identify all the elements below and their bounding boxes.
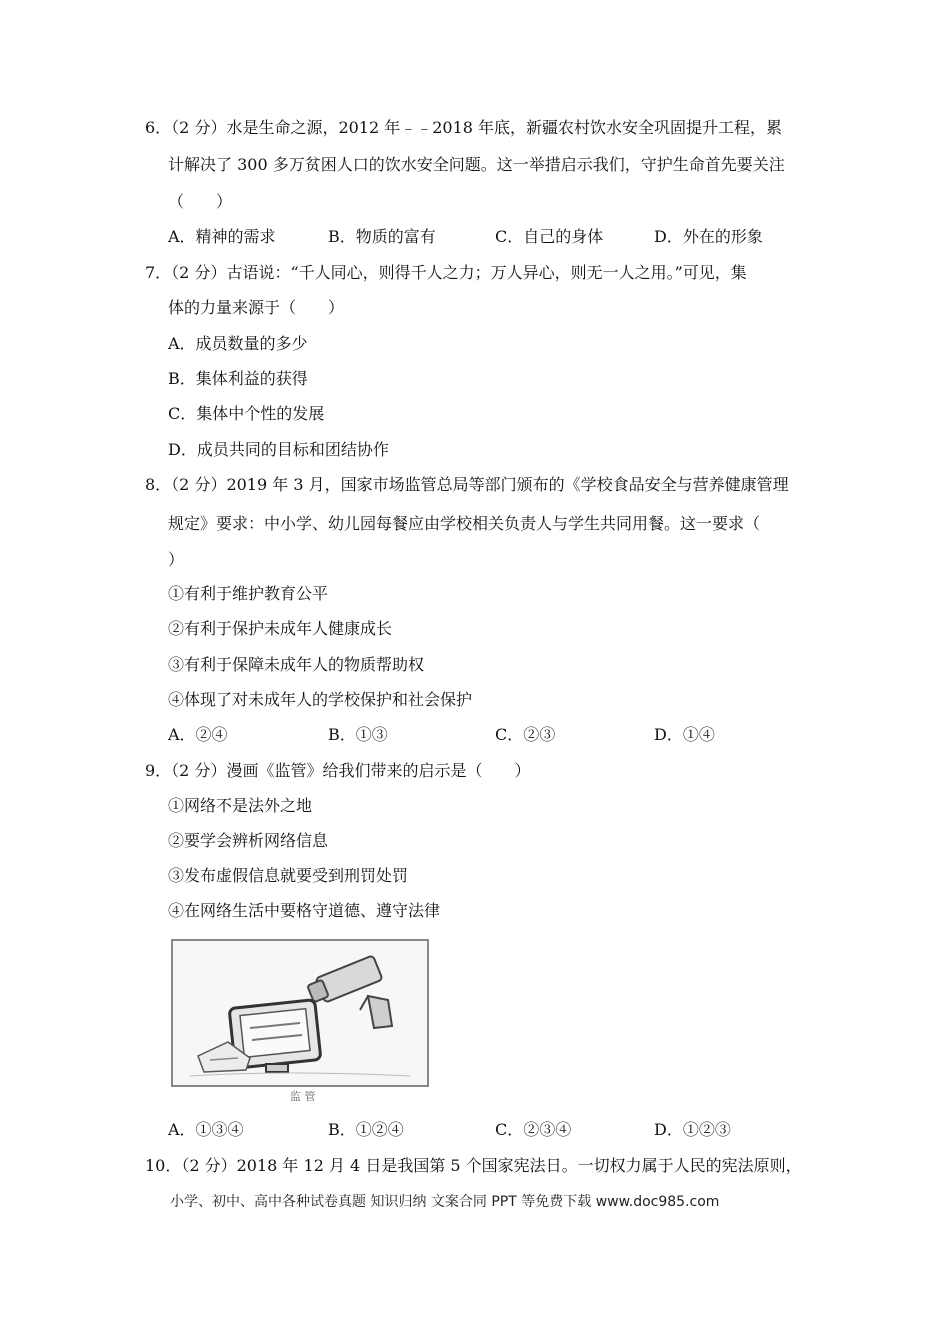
question-9-statement-4: ④在网络生活中要格守道德、遵守法律: [168, 901, 441, 920]
page-footer: [170, 1193, 719, 1211]
question-7-choice-d: D．成员共同的目标和团结协作: [168, 440, 389, 459]
question-8-option-c: C．②③: [495, 725, 556, 744]
question-9-options: [168, 1120, 768, 1140]
question-6-option-b: B．物质的富有: [328, 227, 436, 246]
cartoon-caption: 监 管: [290, 1090, 316, 1103]
footer-text: 小学、初中、高中各种试卷真题 知识归纳 文案合同 PPT 等免费下载: [170, 1194, 592, 1210]
question-8-stem-line-1: 8．（2 分）2019 年 3 月，国家市场监管总局等部门颁布的《学校食品安全与营养健康管理: [145, 475, 789, 494]
question-6-stem-line-2: 计解决了 300 多万贫困人口的饮水安全问题。这一举措启示我们，守护生命首先要关注: [168, 155, 785, 174]
question-7-choice-b: B．集体利益的获得: [168, 369, 308, 388]
question-10-stem-line-1: 10．（2 分）2018 年 12 月 4 日是我国第 5 个国家宪法日。一切权力属于人民的宪法原则，: [145, 1156, 802, 1175]
footer-url-link[interactable]: www.doc985.com: [595, 1194, 720, 1210]
question-6-option-d: D．外在的形象: [654, 227, 763, 246]
question-8-statement-1: ①有利于维护教育公平: [168, 584, 329, 603]
question-8-statement-4: ④体现了对未成年人的学校保护和社会保护: [168, 690, 473, 709]
surveillance-cartoon-image: [170, 938, 430, 1088]
question-9-statement-1: ①网络不是法外之地: [168, 796, 313, 815]
question-9-option-a: A．①③④: [168, 1120, 244, 1139]
question-8-option-a: A．②④: [168, 725, 228, 744]
question-6-stem-line-1: 6．（2 分）水是生命之源，2012 年﹣﹣2018 年底，新疆农村饮水安全巩固提升工程，累: [145, 118, 783, 137]
question-8-stem-line-2: 规定》要求：中小学、幼儿园每餐应由学校相关负责人与学生共同用餐。这一要求（: [168, 514, 761, 533]
question-6-stem-line-3: （ ）: [168, 192, 233, 211]
question-8-statement-3: ③有利于保障未成年人的物质帮助权: [168, 655, 425, 674]
question-8-option-d: D．①④: [654, 725, 715, 744]
question-9-statement-3: ③发布虚假信息就要受到刑罚处罚: [168, 866, 409, 885]
question-6-options: [168, 227, 768, 247]
question-8-stem-line-3: ）: [168, 550, 185, 569]
question-6-option-a: A．精神的需求: [168, 227, 276, 246]
question-9-stem-line-1: 9．（2 分）漫画《监管》给我们带来的启示是（ ）: [145, 761, 531, 780]
question-8-option-b: B．①③: [328, 725, 388, 744]
question-7-choice-c: C．集体中个性的发展: [168, 404, 325, 423]
question-7-stem-line-2: 体的力量来源于（ ）: [168, 298, 345, 317]
question-9-option-d: D．①②③: [654, 1120, 731, 1139]
question-9-option-b: B．①②④: [328, 1120, 404, 1139]
question-8-statement-2: ②有利于保护未成年人健康成长: [168, 619, 393, 638]
question-7-stem-line-1: 7．（2 分）古语说：“千人同心，则得千人之力；万人异心，则无一人之用。”可见，集: [145, 263, 747, 282]
question-9-statement-2: ②要学会辨析网络信息: [168, 831, 329, 850]
question-8-options: [168, 725, 768, 745]
question-7-choice-a: A．成员数量的多少: [168, 334, 308, 353]
question-6-option-c: C．自己的身体: [495, 227, 604, 246]
question-9-option-c: C．②③④: [495, 1120, 572, 1139]
